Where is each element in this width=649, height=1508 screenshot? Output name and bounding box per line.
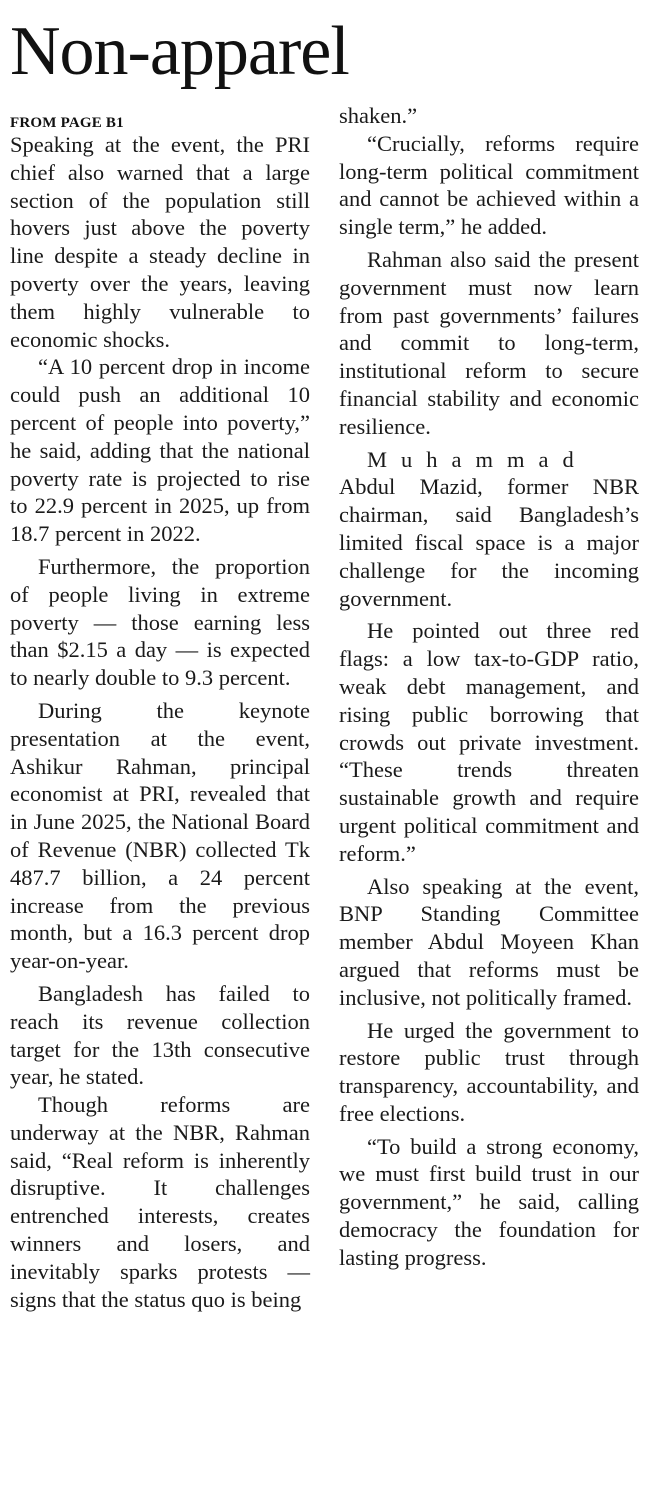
paragraph: shaken.” [339, 103, 418, 128]
article-body [10, 102, 639, 1313]
paragraph: “Crucially, reforms require long-term political commitment and cannot be achieved within a single term,” he added. [339, 130, 639, 240]
headline: Non-apparel [10, 13, 349, 90]
paragraph: Bangladesh has failed to reach its revenue collection target for the 13th consecutive year, he stated. [10, 980, 310, 1090]
paragraph: During the keynote presentation at the event, Ashikur Rahman, principal economist at PRI, revealed that in June 2025, the National Board of Revenue (NBR) collected Tk 487.7 billion, a 24 percent increase from the previous month, but a 16.3 percent drop year-on-year. [10, 697, 310, 974]
paragraph: He pointed out three red flags: a low tax-to-GDP ratio, weak debt management, and rising public borrowing that crowds out private investment. “These trends threaten sustainable growth and require urgent political commitment and reform.” [339, 618, 639, 866]
continued-from-kicker: FROM PAGE B1 [10, 115, 124, 131]
paragraph: Furthermore, the proportion of people living in extreme poverty — those earning less than $2.15 a day — is expected to nearly double to 9.3 percent. [10, 553, 310, 691]
right-column [339, 102, 639, 1313]
spaced-name: Muhammad [367, 446, 588, 472]
paragraph: Though reforms are underway at the NBR, Rahman said, “Real reform is inherently disruptive. It challenges entrenched interests, creates winners and losers, and inevitably sparks protests — signs that the status quo is being [10, 1092, 310, 1312]
paragraph-lead-name [339, 446, 639, 474]
left-column [10, 102, 310, 1313]
paragraph: Also speaking at the event, BNP Standing Committee member Abdul Moyeen Khan argued that reforms must be inclusive, not politically framed. [339, 873, 639, 1010]
paragraph: Speaking at the event, the PRI chief also warned that a large section of the population still hovers just above the poverty line despite a steady decline in poverty over the years, leaving them highly vulnerable to economic shocks. [10, 132, 310, 352]
paragraph: He urged the government to restore public trust through transparency, accountability, and free elections. [339, 1017, 639, 1126]
paragraph: “A 10 percent drop in income could push an additional 10 percent of people into poverty,” he said, adding that the national poverty rate is projected to rise to 22.9 percent in 2025, up from 18.7 percent in 2022. [10, 354, 310, 547]
paragraph: Abdul Mazid, former NBR chairman, said Bangladesh’s limited fiscal space is a major challenge for the incoming government. [339, 474, 639, 611]
paragraph: “To build a strong economy, we must first build trust in our government,” he said, calling democracy the foundation for lasting progress. [339, 1133, 639, 1270]
paragraph: Rahman also said the present government must now learn from past governments’ failures and commit to long-term, institutional reform to secure financial stability and economic resilience. [339, 246, 639, 439]
